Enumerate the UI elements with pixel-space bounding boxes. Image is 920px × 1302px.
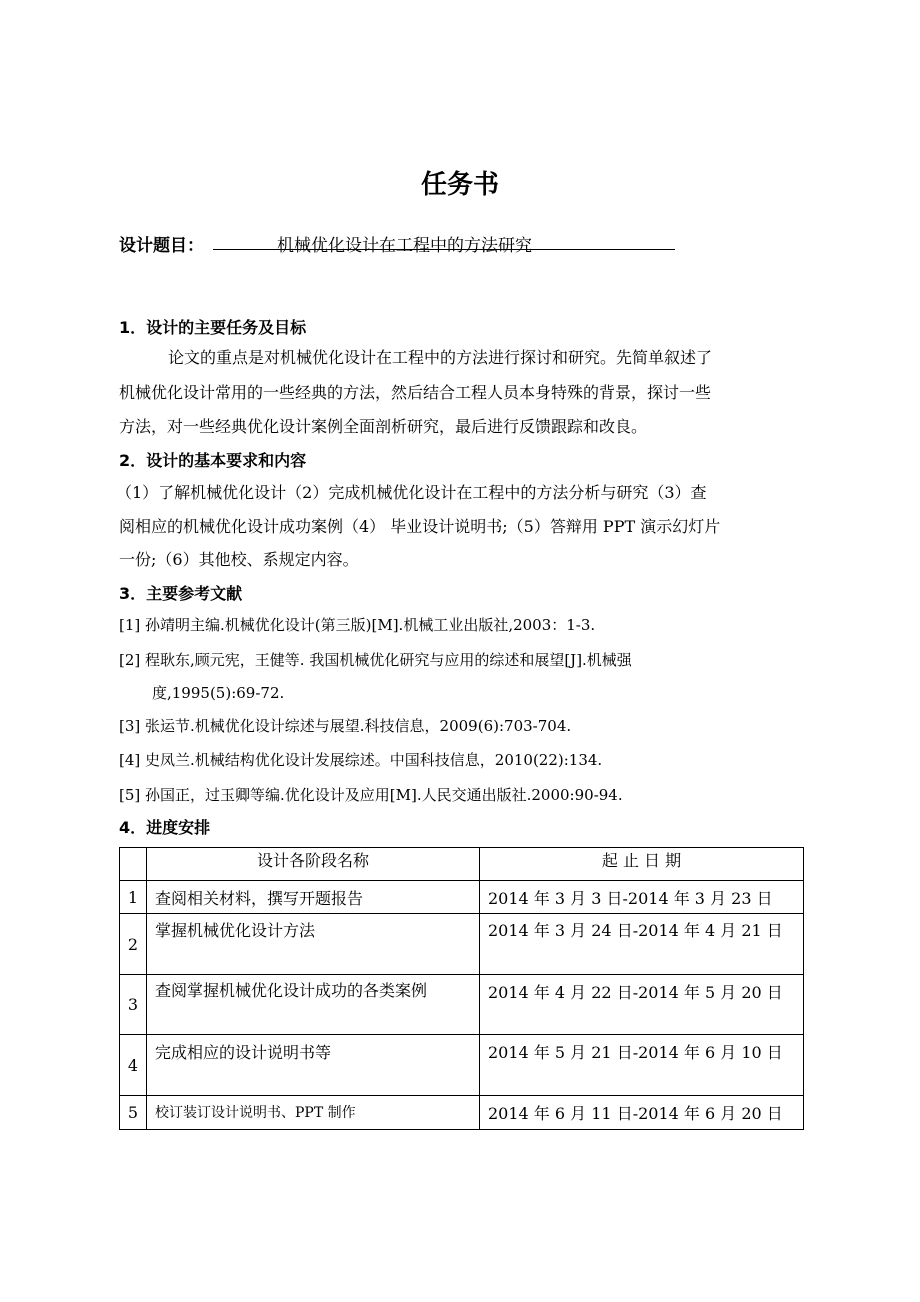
stage-date: 2014 年 5 月 21 日-2014 年 6 月 10 日 [480, 1035, 804, 1096]
row-number: 4 [120, 1035, 147, 1096]
section2-line: （1）了解机械优化设计（2）完成机械优化设计在工程中的方法分析与研究（3）查 [116, 483, 707, 502]
reference-item: [3] 张运节.机械优化设计综述与展望.科技信息，2009(6):703-704. [119, 717, 572, 735]
row-number: 2 [120, 914, 147, 975]
stage-date: 2014 年 3 月 24 日-2014 年 4 月 21 日 [480, 914, 804, 975]
topic-value: 机械优化设计在工程中的方法研究 [277, 236, 532, 256]
reference-item: [1] 孙靖明主编.机械优化设计(第三版)[M].机械工业出版社,2003：1-3. [119, 616, 596, 634]
table-row [120, 881, 804, 914]
section2-line: 阅相应的机械优化设计成功案例（4） 毕业设计说明书;（5）答辩用 PPT 演示幻灯片 [119, 517, 721, 536]
section3-heading: 3．主要参考文献 [119, 584, 243, 603]
stage-name: 查阅相关材料，撰写开题报告 [147, 881, 480, 914]
stage-name: 掌握机械优化设计方法 [147, 914, 480, 975]
row-number: 5 [120, 1096, 147, 1130]
reference-item-continued: 度,1995(5):69-72. [152, 684, 285, 702]
section1-line: 机械优化设计常用的一些经典的方法，然后结合工程人员本身特殊的背景，探讨一些 [119, 383, 712, 402]
table-row [120, 1096, 804, 1130]
table-row [120, 914, 804, 975]
row-number: 1 [120, 881, 147, 914]
stage-date: 2014 年 6 月 11 日-2014 年 6 月 20 日 [480, 1096, 804, 1130]
section2-heading: 2．设计的基本要求和内容 [119, 451, 307, 470]
schedule-table [119, 847, 804, 1130]
page-title: 任务书 [420, 170, 499, 200]
reference-item: [2] 程耿东,顾元宪，王健等. 我国机械优化研究与应用的综述和展望[J].机械强 [119, 651, 632, 669]
stage-name: 校订装订设计说明书、PPT 制作 [147, 1096, 480, 1130]
stage-date: 2014 年 4 月 22 日-2014 年 5 月 20 日 [480, 975, 804, 1035]
topic-label: 设计题目： [119, 236, 204, 256]
section1-line: 方法，对一些经典优化设计案例全面剖析研究，最后进行反馈跟踪和改良。 [119, 417, 648, 436]
row-number: 3 [120, 975, 147, 1035]
table-row [120, 975, 804, 1035]
table-row [120, 1035, 804, 1096]
section2-line: 一份;（6）其他校、系规定内容。 [119, 550, 359, 569]
stage-name: 查阅掌握机械优化设计成功的各类案例 [147, 975, 480, 1035]
header-date-range: 起 止 日 期 [480, 848, 804, 881]
header-num-cell [120, 848, 147, 881]
table-header-row [120, 848, 804, 881]
stage-name: 完成相应的设计说明书等 [147, 1035, 480, 1096]
reference-item: [4] 史凤兰.机械结构优化设计发展综述。中国科技信息，2010(22):134. [119, 751, 603, 769]
stage-date: 2014 年 3 月 3 日-2014 年 3 月 23 日 [480, 881, 804, 914]
header-stage-name: 设计各阶段名称 [147, 848, 480, 881]
section1-line: 论文的重点是对机械优化设计在工程中的方法进行探讨和研究。先简单叙述了 [168, 348, 713, 367]
section4-heading: 4．进度安排 [119, 818, 211, 837]
reference-item: [5] 孙国正，过玉卿等编.优化设计及应用[M].人民交通出版社.2000:90-94. [119, 786, 623, 804]
section1-heading: 1．设计的主要任务及目标 [119, 318, 307, 337]
